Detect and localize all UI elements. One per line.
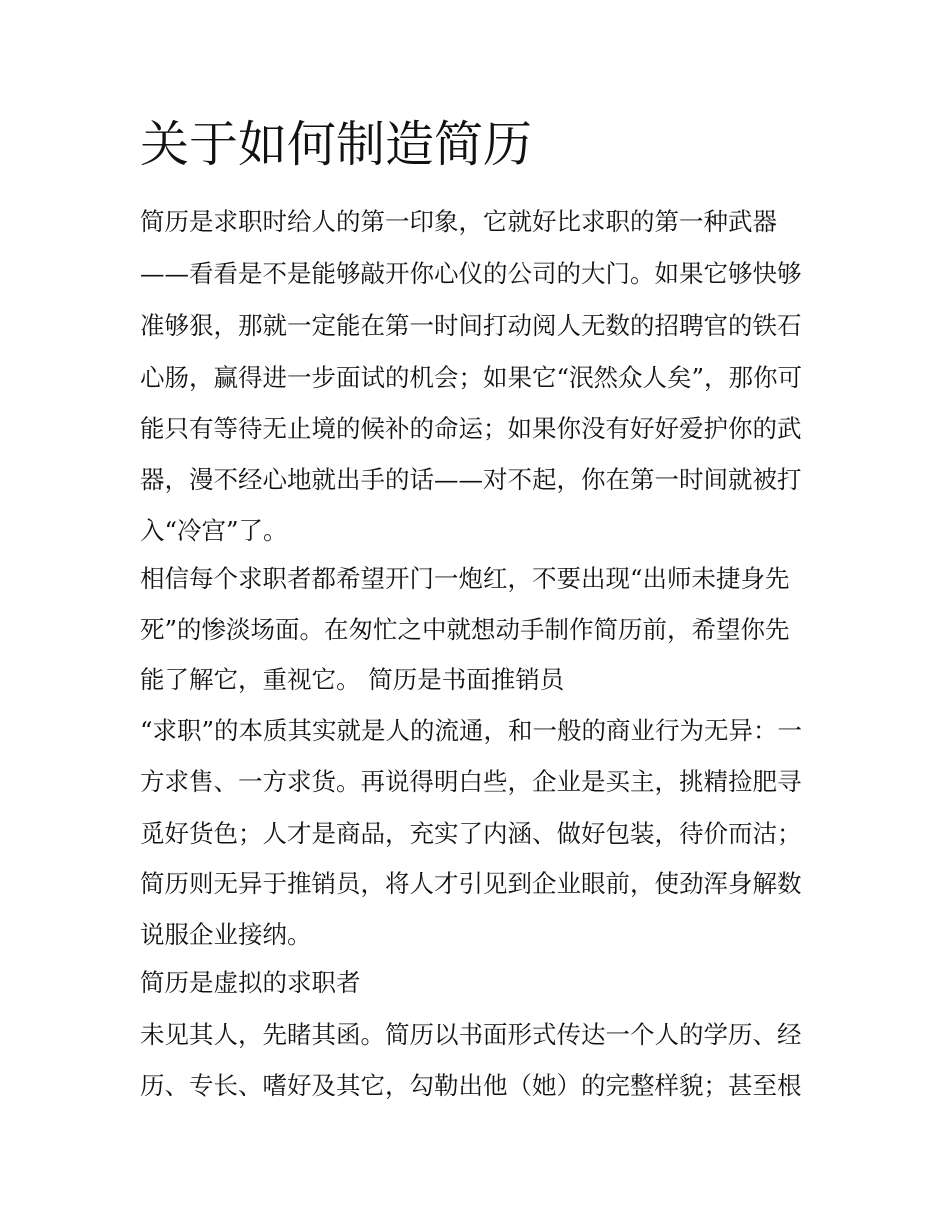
paragraph-line: 能了解它，重视它。 简历是书面推销员 xyxy=(140,665,565,694)
paragraph-line: “求职”的本质其实就是人的流通，和一般的商业行为无异：一 xyxy=(140,716,803,745)
document-title: 关于如何制造简历 xyxy=(140,116,533,173)
paragraph-line: 器，漫不经心地就出手的话——对不起，你在第一时间就被打 xyxy=(140,465,802,494)
paragraph-line: 未见其人，先睹其函。简历以书面形式传达一个人的学历、经 xyxy=(140,1020,802,1049)
paragraph-line: 能只有等待无止境的候补的命运；如果你没有好好爱护你的武 xyxy=(140,414,802,443)
paragraph-line: 方求售、一方求货。再说得明白些，企业是买主，挑精捡肥寻 xyxy=(140,767,802,796)
paragraph-line: 简历则无异于推销员，将人才引见到企业眼前，使劲浑身解数 xyxy=(140,869,802,898)
section-heading: 简历是虚拟的求职者 xyxy=(140,968,361,997)
paragraph-line: 说服企业接纳。 xyxy=(140,920,312,949)
paragraph-line: 简历是求职时给人的第一印象，它就好比求职的第一种武器 xyxy=(140,207,777,236)
paragraph-line: 死”的惨淡场面。在匆忙之中就想动手制作简历前，希望你先 xyxy=(140,615,790,644)
paragraph-line: 准够狠，那就一定能在第一时间打动阅人无数的招聘官的铁石 xyxy=(140,311,802,340)
paragraph-line: 心肠，赢得进一步面试的机会；如果它“泯然众人矣”，那你可 xyxy=(140,363,803,392)
paragraph-line: 入“冷宫”了。 xyxy=(140,516,288,545)
paragraph-line: ——看看是不是能够敲开你心仪的公司的大门。如果它够快够 xyxy=(140,259,802,288)
paragraph-line: 相信每个求职者都希望开门一炮红，不要出现“出师未捷身先 xyxy=(140,564,790,593)
paragraph-line: 历、专长、嗜好及其它，勾勒出他（她）的完整样貌；甚至根 xyxy=(140,1071,802,1100)
paragraph-line: 觅好货色；人才是商品，充实了内涵、做好包装，待价而沽； xyxy=(140,819,802,848)
